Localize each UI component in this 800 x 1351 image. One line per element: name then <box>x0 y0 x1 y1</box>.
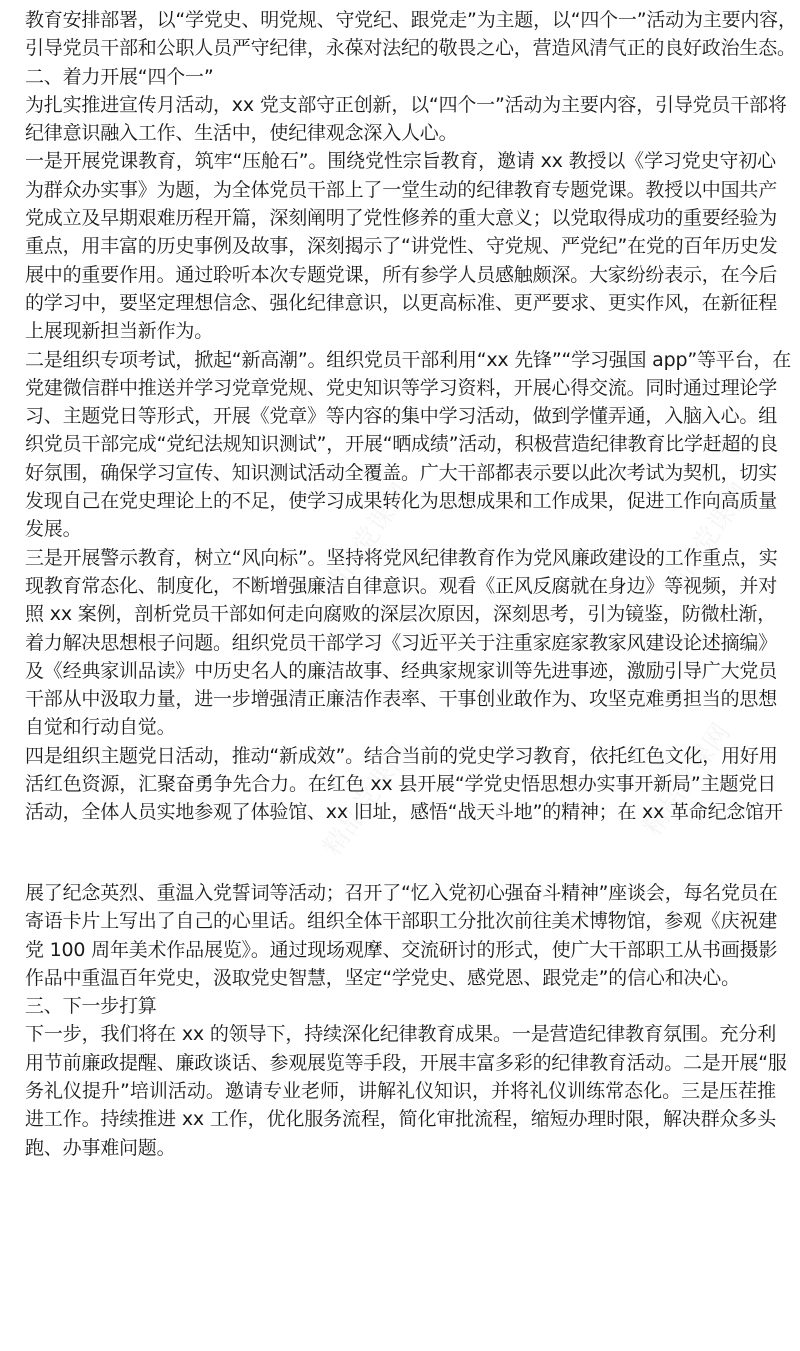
text-line: 着力解决思想根子问题。组织党员干部学习《习近平关于注重家庭家教家风建设论述摘编》 <box>25 631 778 654</box>
text-line: 重点，用丰富的历史事例及故事，深刻揭示了“讲党性、守党规、严党纪”在党的百年历史发 <box>25 235 778 258</box>
text-line: 引导党员干部和公职人员严守纪律，永葆对法纪的敬畏之心，营造风清气正的良好政治生态。 <box>25 37 796 60</box>
text-line: 及《经典家训品读》中历史名人的廉洁故事、经典家规家训等先进事迹，激励引导广大党员 <box>25 659 778 682</box>
text-line: 干部从中汲取力量，进一步增强清正廉洁作表率、干事创业敢作为、攻坚克难勇担当的思想 <box>25 688 778 711</box>
text-line: 展了纪念英烈、重温入党誓词等活动；召开了“忆入党初心强奋斗精神”座谈会，每名党员在 <box>25 882 778 904</box>
text-line: 党成立及早期艰难历程开篇，深刻阐明了党性修养的重大意义；以党取得成功的重要经验为 <box>25 207 778 230</box>
text-line: 展中的重要作用。通过聆听本次专题党课，所有参学人员感触颇深。大家纷纷表示，在今后 <box>25 263 778 286</box>
text-line: 党建微信群中推送并学习党章党规、党史知识等学习资料，开展心得交流。同时通过理论学 <box>25 376 778 399</box>
text-line: 自觉和行动自觉。 <box>25 716 176 739</box>
text-line: 三、下一步打算 <box>25 995 157 1018</box>
text-line: 务礼仪提升”培训活动。邀请专业老师，讲解礼仪知识，并将礼仪训练常态化。三是压茬推 <box>25 1080 776 1103</box>
text-line: 的学习中，要坚定理想信念、强化纪律意识，以更高标准、更严要求、更实作风，在新征程 <box>25 291 778 314</box>
text-line: 现教育常态化、制度化，不断增强廉洁自律意识。观看《正风反腐就在身边》等视频，并对 <box>25 574 778 597</box>
text-line: 三是开展警示教育，树立“风向标”。坚持将党风纪律教育作为党风廉政建设的工作重点，实 <box>25 546 778 569</box>
text-line: 作品中重温百年党史，汲取党史智慧，坚定“学党史、感党恩、跟党走”的信心和决心。 <box>25 966 740 989</box>
text-line: 发展。 <box>25 518 82 541</box>
text-line: 发现自己在党史理论上的不足，使学习成果转化为思想成果和工作成果，促进工作向高质量 <box>25 490 778 513</box>
text-line: 二、着力开展“四个一” <box>25 65 214 88</box>
text-line: 织党员干部完成“党纪法规知识测试”，开展“晒成绩”活动，积极营造纪律教育比学赶超的良 <box>25 433 778 456</box>
text-line: 下一步，我们将在 xx 的领导下，持续深化纪律教育成果。一是营造纪律教育氛围。充分利 <box>25 1023 776 1046</box>
text-line: 照 xx 案例，剖析党员干部如何走向腐败的深层次原因，深刻思考，引为镜鉴，防微杜渐， <box>25 603 776 626</box>
text-line: 好氛围，确保学习宣传、知识测试活动全覆盖。广大干部都表示要以此次考试为契机，切实 <box>25 461 778 484</box>
text-line: 活红色资源，汇聚奋勇争先合力。在红色 xx 县开展“学党史悟思想办实事开新局”主题党日 <box>25 773 776 796</box>
text-line: 活动，全体人员实地参观了体验馆、xx 旧址，感悟“战天斗地”的精神；在 xx 革命纪念馆开 <box>25 801 783 824</box>
text-line: 跑、办事难问题。 <box>25 1136 176 1159</box>
text-line: 上展现新担当新作为。 <box>25 320 214 343</box>
text-line: 教育安排部署，以“学党史、明党规、守党纪、跟党走”为主题，以“四个一”活动为主要内容， <box>25 9 797 31</box>
text-line: 一是开展党课教育，筑牢“压舱石”。围绕党性宗旨教育，邀请 xx 教授以《学习党史守初心 <box>25 150 776 173</box>
text-line: 习、主题党日等形式，开展《党章》等内容的集中学习活动，做到学懂弄通，入脑入心。组 <box>25 405 778 428</box>
text-line: 四是组织主题党日活动，推动“新成效”。结合当前的党史学习教育，依托红色文化，用好用 <box>25 744 778 767</box>
text-line: 寄语卡片上写出了自己的心里话。组织全体干部职工分批次前往美术博物馆，参观《庆祝建 <box>25 910 778 933</box>
text-line: 为群众办实事》为题，为全体党员干部上了一堂生动的纪律教育专题党课。教授以中国共产 <box>25 178 778 201</box>
text-line: 用节前廉政提醒、廉政谈话、参观展览等手段，开展丰富多彩的纪律教育活动。二是开展“服 <box>25 1051 787 1074</box>
text-line: 党 100 周年美术作品展览》。通过现场观摩、交流研讨的形式，使广大干部职工从书画摄影 <box>25 938 778 961</box>
text-line: 进工作。持续推进 xx 工作，优化服务流程，简化审批流程，缩短办理时限，解决群众多头 <box>25 1108 776 1131</box>
document-page-1-text <box>25 6 797 827</box>
text-line: 二是组织专项考试，掀起“新高潮”。组织党员干部利用“xx 先锋”“学习强国 app”等平台，在 <box>25 348 791 371</box>
text-line: 纪律意识融入工作、生活中，使纪律观念深入人心。 <box>25 122 458 145</box>
document-page-2-text <box>25 879 787 1162</box>
text-line: 为扎实推进宣传月活动，xx 党支部守正创新，以“四个一”活动为主要内容，引导党员干部将 <box>25 93 787 116</box>
